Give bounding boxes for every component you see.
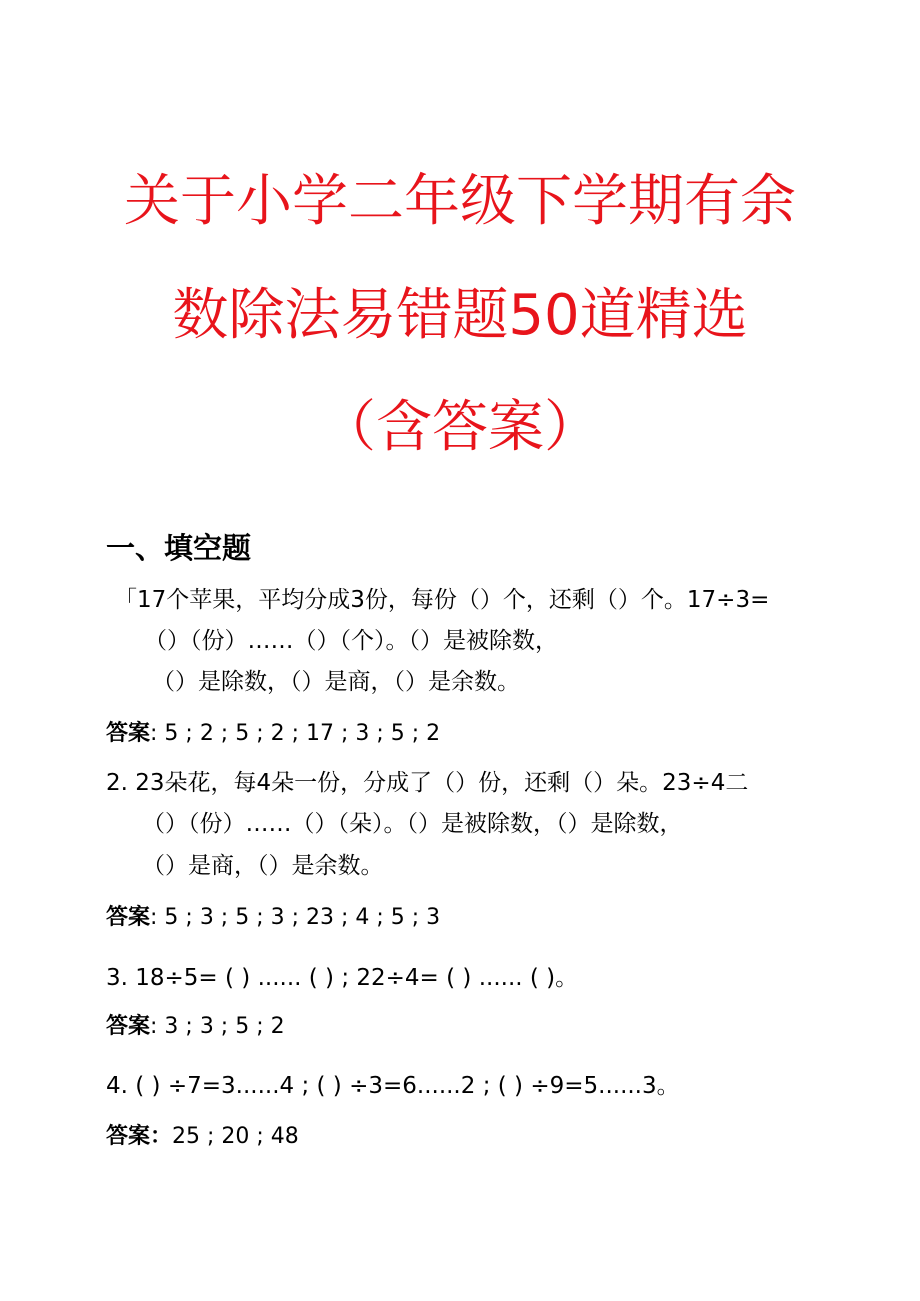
question-2-line-3: （）是商，（）是余数。: [142, 853, 384, 879]
answer-label: 答案: [106, 1014, 151, 1039]
question-4-line-1: 4. ( ) ÷7=3......4 ; ( ) ÷3=6......2 ; ( ) ÷9=5......3。: [106, 1073, 680, 1099]
answer-value: : 5 ; 2 ; 5 ; 2 ; 17 ; 3 ; 5 ; 2: [150, 721, 441, 746]
question-2-line-2: （）（份）……（）（朵）。（）是被除数，（）是除数，: [142, 811, 683, 837]
question-2-answer: [106, 902, 440, 934]
answer-label: 答案: [106, 721, 151, 746]
answer-value: : 5 ; 3 ; 5 ; 3 ; 23 ; 4 ; 5 ; 3: [150, 905, 441, 930]
title-line-1: 关于小学二年级下学期有余: [124, 169, 796, 234]
title-line-2: 数除法易错题50道精选: [172, 283, 748, 348]
question-3-line-1: 3. 18÷5= ( ) ...... ( ) ; 22÷4= ( ) ...... ( )。: [106, 965, 579, 991]
section-heading: 一、填空题: [106, 531, 252, 565]
question-1-line-3: （）是除数，（）是商，（）是余数。: [152, 669, 520, 695]
answer-value: 25 ; 20 ; 48: [172, 1124, 299, 1149]
answer-label: 答案: [106, 905, 151, 930]
title-line-3: （含答案）: [320, 395, 600, 460]
question-4-answer: [106, 1121, 299, 1153]
question-1-answer: [106, 718, 440, 750]
question-1-line-1: 「17个苹果，平均分成3份，每份（）个，还剩（）个。17÷3=: [114, 587, 770, 613]
question-1-line-2: （）（份）……（）（个）。（）是被除数，: [144, 628, 558, 654]
answer-value: : 3 ; 3 ; 5 ; 2: [150, 1014, 285, 1039]
answer-label: 答案：: [106, 1124, 173, 1149]
question-2-line-1: 2. 23朵花，每4朵一份，分成了（）份，还剩（）朵。23÷4二: [106, 770, 749, 796]
question-3-answer: [106, 1011, 285, 1043]
